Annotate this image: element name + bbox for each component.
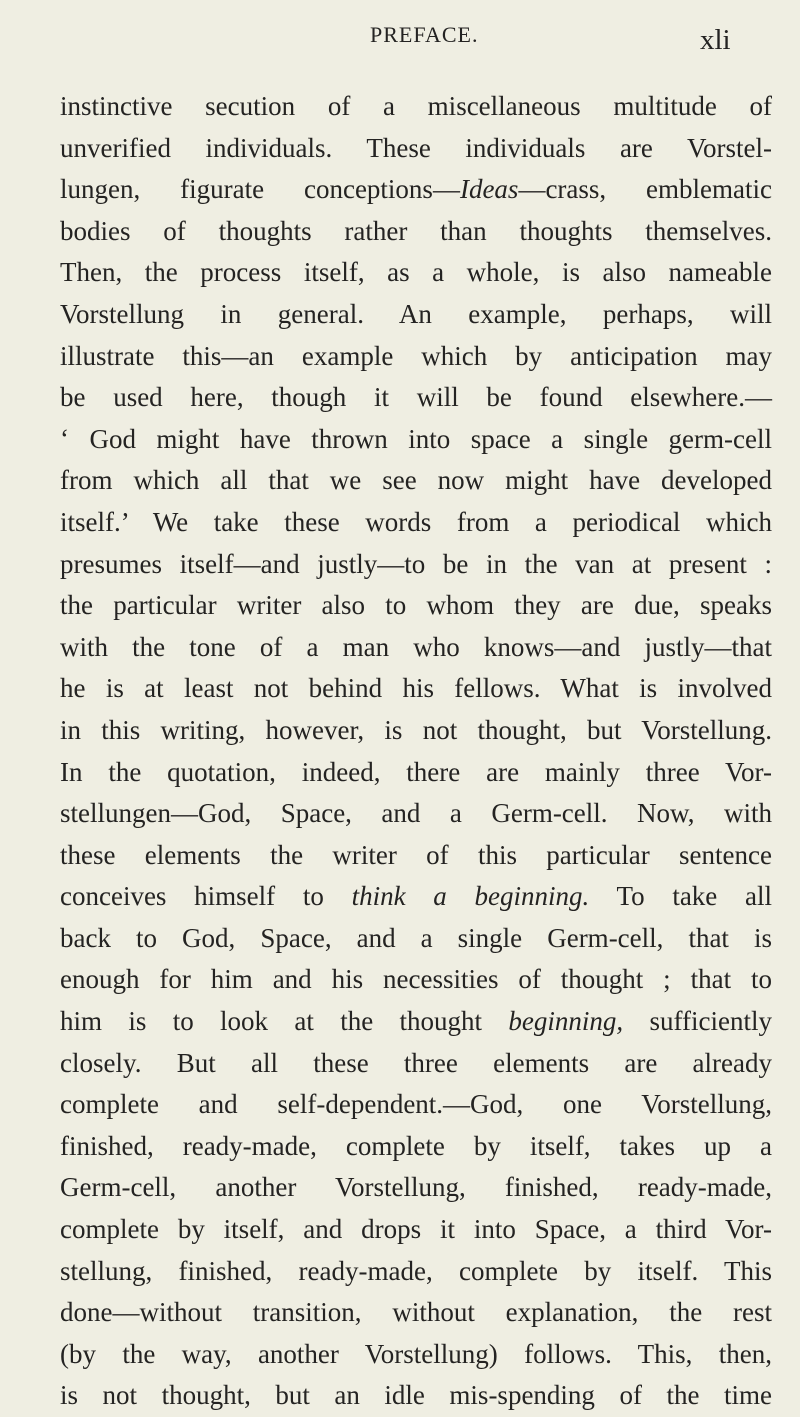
body-text <box>60 86 772 1417</box>
text-line <box>60 252 772 294</box>
text-line <box>60 1375 772 1417</box>
text-line <box>60 1209 772 1251</box>
text-line <box>60 876 772 918</box>
text-line <box>60 377 772 419</box>
text-segment: be used here, though it will be found elsewhere.— <box>60 382 772 413</box>
page-number: xli <box>700 24 731 56</box>
text-line <box>60 1001 772 1043</box>
text-segment: is not thought, but an idle mis-spending of the time <box>60 1380 772 1411</box>
text-segment: these elements the writer of this particular sentence <box>60 839 772 870</box>
text-segment: finished, ready-made, complete by itself, takes up a <box>60 1130 772 1161</box>
text-segment: Germ-cell, another Vorstellung, finished, ready-made, <box>60 1172 772 1203</box>
text-segment: conceives himself to <box>60 881 352 912</box>
text-segment: done—without transition, without explanation, the rest <box>60 1297 772 1328</box>
text-line <box>60 169 772 211</box>
text-segment: Vorstellung in general. An example, perhaps, will <box>60 298 772 329</box>
text-segment: in this writing, however, is not thought, but Vorstellung. <box>60 714 772 745</box>
text-segment: instinctive secution of a miscellaneous multitude of <box>60 91 772 121</box>
italic-text: Ideas <box>459 174 519 205</box>
text-line <box>60 710 772 752</box>
text-segment: sufficiently <box>623 1006 772 1037</box>
text-line <box>60 1334 772 1376</box>
text-line <box>60 1292 772 1334</box>
text-segment: unverified individuals. These individuals are Vorstel- <box>60 132 772 163</box>
text-line <box>60 336 772 378</box>
text-line <box>60 502 772 544</box>
text-line <box>60 918 772 960</box>
text-line <box>60 128 772 170</box>
text-segment: stellungen—God, Space, and a Germ-cell. Now, with <box>60 798 772 829</box>
text-line <box>60 460 772 502</box>
text-line <box>60 1043 772 1085</box>
italic-text: think a beginning. <box>351 881 590 912</box>
text-segment: (by the way, another Vorstellung) follows. This, then, <box>60 1338 772 1369</box>
text-line <box>60 1167 772 1209</box>
text-line <box>60 793 772 835</box>
text-line <box>60 419 772 461</box>
running-head-title: PREFACE. <box>370 22 479 47</box>
text-segment: illustrate this—an example which by anticipation may <box>60 340 772 371</box>
text-segment: presumes itself—and justly—to be in the van at present : <box>60 548 772 579</box>
text-segment: In the quotation, indeed, there are mainly three Vor- <box>60 756 772 787</box>
text-segment: lungen, figurate conceptions— <box>60 174 460 205</box>
text-segment: ‘ God might have thrown into space a single germ-cell <box>60 423 772 454</box>
text-segment: enough for him and his necessities of thought ; that to <box>60 964 772 995</box>
text-segment: —crass, emblematic <box>518 174 772 205</box>
text-line <box>60 1126 772 1168</box>
text-segment: the particular writer also to whom they are due, speaks <box>60 590 772 621</box>
text-segment: back to God, Space, and a single Germ-cell, that is <box>60 922 772 953</box>
text-segment: Then, the process itself, as a whole, is also nameable <box>60 257 772 288</box>
text-segment: him is to look at the thought <box>60 1006 509 1037</box>
text-segment: closely. But all these three elements are already <box>60 1047 772 1078</box>
text-segment: complete by itself, and drops it into Space, a third Vor- <box>60 1214 772 1245</box>
text-line <box>60 959 772 1001</box>
text-segment: from which all that we see now might have developed <box>60 465 772 496</box>
text-line <box>60 544 772 586</box>
text-segment: he is at least not behind his fellows. What is involved <box>60 673 772 704</box>
text-line <box>60 835 772 877</box>
text-line <box>60 585 772 627</box>
text-line <box>60 627 772 669</box>
text-segment: bodies of thoughts rather than thoughts themselves. <box>60 215 772 246</box>
text-segment: itself.’ We take these words from a periodical which <box>60 506 772 537</box>
text-segment: To take all <box>589 881 772 912</box>
running-head <box>60 14 760 64</box>
text-line <box>60 1084 772 1126</box>
text-line <box>60 211 772 253</box>
text-line <box>60 668 772 710</box>
text-line <box>60 86 772 128</box>
text-segment: stellung, finished, ready-made, complete by itself. This <box>60 1255 772 1286</box>
text-line <box>60 1251 772 1293</box>
text-segment: complete and self-dependent.—God, one Vorstellung, <box>60 1089 772 1120</box>
text-line <box>60 294 772 336</box>
text-segment: with the tone of a man who knows—and justly—that <box>60 631 772 662</box>
text-line <box>60 752 772 794</box>
italic-text: beginning, <box>508 1006 624 1037</box>
